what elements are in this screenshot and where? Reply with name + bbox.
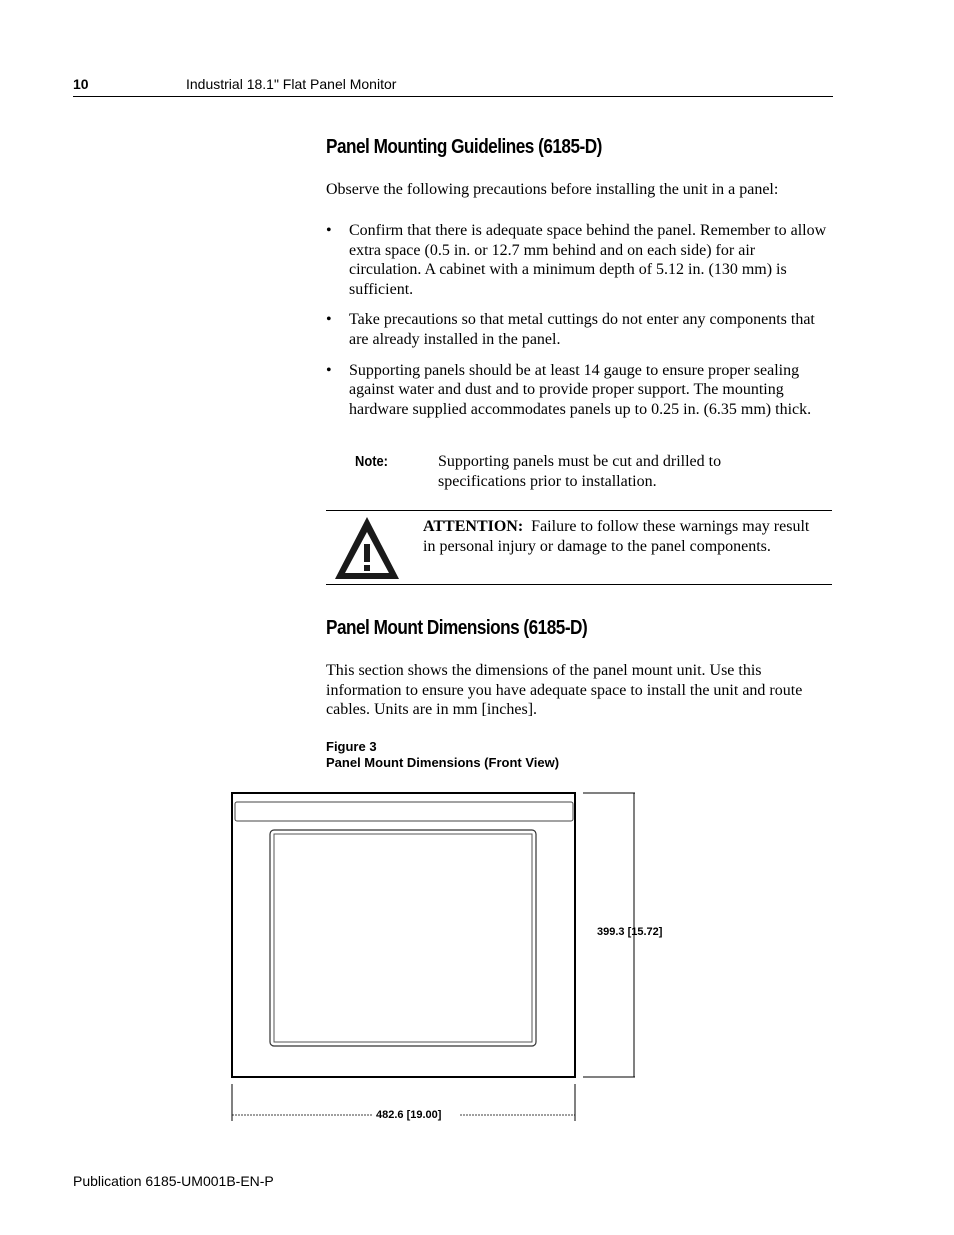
list-item: • Confirm that there is adequate space behind the panel. Remember to allow extra space (0.5 in. or 12.7 mm behind and on each side) for air circulation. A cabinet with a minimum depth of 5.12 in. (130 mm) is sufficient. [326,221,831,299]
list-item: • Supporting panels should be at least 14 gauge to ensure proper sealing against water and dust and to provide proper support. The mounting hardware supplied accommodates panels up to 0.25 in. (6.35 mm) thick. [326,361,831,420]
running-header-title: Industrial 18.1" Flat Panel Monitor [186,76,397,92]
section-intro: Observe the following precautions before installing the unit in a panel: [326,181,779,198]
attention-label: ATTENTION: [423,518,524,535]
height-dimension-label: 399.3 [15.72] [597,926,663,938]
panel-front-view-diagram [228,788,648,1124]
attention-text: Failure to follow these warnings may result in personal injury or damage to the panel components. [423,518,810,555]
note-label: Note: [355,453,388,470]
attention-bottom-rule [326,584,832,585]
figure-caption [326,739,559,771]
publication-footer: Publication 6185-UM001B-EN-P [73,1173,274,1189]
list-item: • Take precautions so that metal cuttings do not enter any components that are already installed in the panel. [326,310,831,349]
attention-top-rule [326,510,832,511]
figure-number: Figure 3 [326,739,377,754]
width-dimension-label: 482.6 [19.00] [376,1109,442,1121]
precautions-list [326,221,831,430]
attention-message [423,517,823,556]
page-number: 10 [73,76,89,92]
note-text: Supporting panels must be cut and drilled to specifications prior to installation. [438,453,722,490]
section-heading-mounting-guidelines: Panel Mounting Guidelines (6185-D) [326,136,602,158]
warning-triangle-icon [333,515,401,581]
header-rule [73,96,833,97]
section-intro: This section shows the dimensions of the panel mount unit. Use this information to ensure you have adequate space to install the unit and route cables. Units are in mm [inches]. [326,662,803,719]
section-heading-mount-dimensions: Panel Mount Dimensions (6185-D) [326,617,588,639]
figure-title: Panel Mount Dimensions (Front View) [326,755,560,770]
